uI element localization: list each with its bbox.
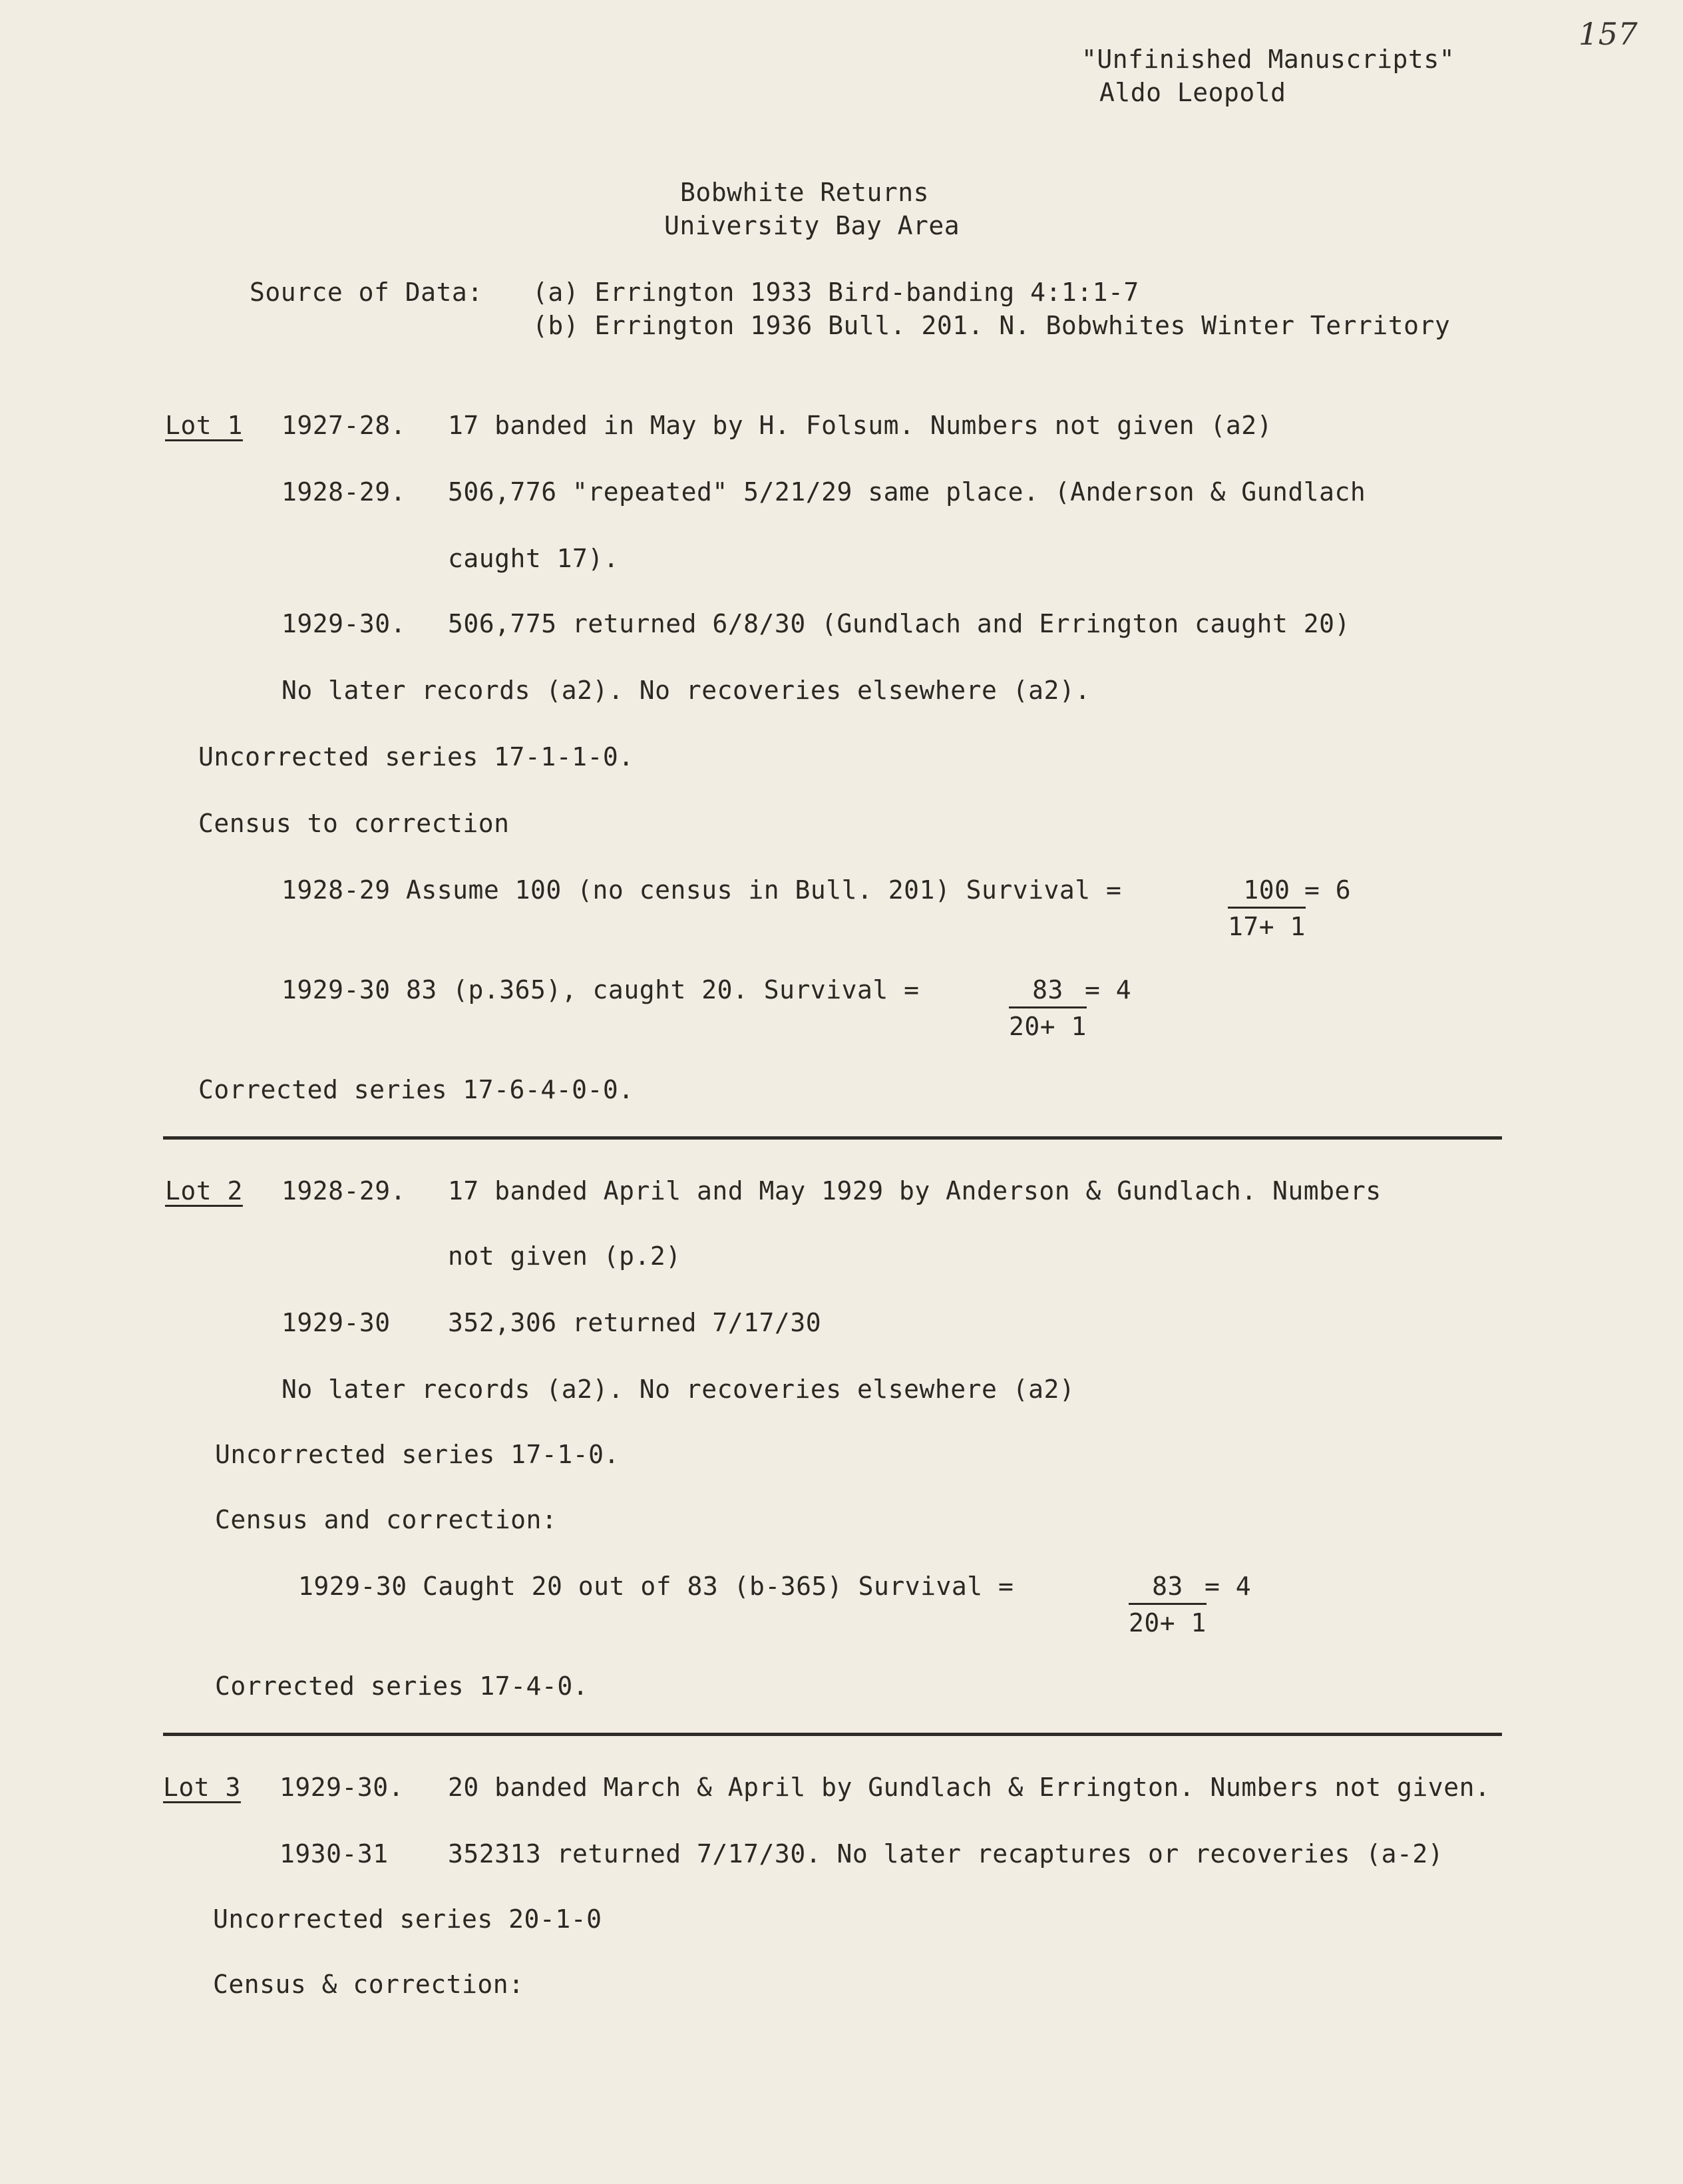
lot-1-census-line-1: 1928-29 Assume 100 (no census in Bull. 201) Survival =: [281, 875, 1122, 905]
section-divider-1: [163, 1136, 1502, 1140]
lot-1-year-2: 1928-29.: [281, 477, 407, 507]
lot-1-survival-fraction-2: [1009, 977, 1087, 1039]
lot-2-survival-fraction-1: [1129, 1574, 1207, 1636]
lot-1-uncorrected-series: Uncorrected series 17-1-1-0.: [198, 742, 634, 771]
lot-1-entry-3: 506,775 returned 6/8/30 (Gundlach and Errington caught 20): [448, 609, 1350, 638]
lot-3-label: Lot 3: [163, 1773, 241, 1802]
fraction-denominator: 20+ 1: [1129, 1608, 1207, 1638]
lot-3-entry-2: 352313 returned 7/17/30. No later recaptures or recoveries (a-2): [448, 1839, 1444, 1868]
lot-1-year-3: 1929-30.: [281, 609, 407, 638]
page-number: 157: [1579, 16, 1638, 52]
lot-2-entry-2: 352,306 returned 7/17/30: [448, 1308, 822, 1337]
lot-2-label: Lot 2: [165, 1176, 243, 1205]
source-b: (b) Errington 1936 Bull. 201. N. Bobwhites Winter Territory: [532, 311, 1451, 340]
lot-2-year-1: 1928-29.: [281, 1176, 407, 1205]
document-subtitle: University Bay Area: [664, 211, 960, 240]
source-label: Source of Data:: [250, 278, 483, 307]
header-title: "Unfinished Manuscripts": [1081, 45, 1455, 74]
lot-1-survival-result-1: = 6: [1304, 875, 1352, 905]
document-title: Bobwhite Returns: [680, 178, 930, 207]
lot-2-census-heading: Census and correction:: [215, 1505, 558, 1534]
lot-2-corrected-series: Corrected series 17-4-0.: [215, 1671, 589, 1701]
lot-2-later-records: No later records (a2). No recoveries elsewhere (a2): [281, 1375, 1075, 1404]
lot-1-census-line-2: 1929-30 83 (p.365), caught 20. Survival =: [281, 975, 920, 1004]
lot-1-survival-result-2: = 4: [1085, 975, 1132, 1004]
header-author: Aldo Leopold: [1099, 78, 1286, 107]
lot-2-year-2: 1929-30: [281, 1308, 391, 1337]
lot-2-entry-1-continued: not given (p.2): [448, 1241, 681, 1271]
lot-2-survival-result-1: = 4: [1205, 1572, 1252, 1601]
source-a: (a) Errington 1933 Bird-banding 4:1:1-7: [532, 278, 1139, 307]
lot-1-census-heading: Census to correction: [198, 809, 510, 838]
lot-3-census-heading: Census & correction:: [213, 1970, 524, 1999]
section-divider-2: [163, 1733, 1502, 1736]
lot-1-entry-2-continued: caught 17).: [448, 544, 620, 573]
lot-3-year-2: 1930-31: [280, 1839, 389, 1868]
lot-1-year-1: 1927-28.: [281, 411, 407, 440]
lot-1-label: Lot 1: [165, 411, 243, 440]
lot-1-entry-1: 17 banded in May by H. Folsum. Numbers not given (a2): [448, 411, 1273, 440]
fraction-numerator: 83: [1129, 1574, 1207, 1605]
lot-2-uncorrected-series: Uncorrected series 17-1-0.: [215, 1440, 620, 1469]
lot-3-year-1: 1929-30.: [280, 1773, 405, 1802]
lot-1-survival-fraction-1: [1228, 877, 1306, 939]
lot-2-census-line-1: 1929-30 Caught 20 out of 83 (b-365) Survival =: [298, 1572, 1014, 1601]
fraction-denominator: 17+ 1: [1228, 912, 1306, 941]
lot-3-entry-1: 20 banded March & April by Gundlach & Errington. Numbers not given.: [448, 1773, 1491, 1802]
fraction-numerator: 100: [1228, 877, 1306, 909]
lot-2-entry-1: 17 banded April and May 1929 by Anderson & Gundlach. Numbers: [448, 1176, 1382, 1205]
fraction-numerator: 83: [1009, 977, 1087, 1008]
fraction-denominator: 20+ 1: [1009, 1012, 1087, 1041]
lot-1-entry-2: 506,776 "repeated" 5/21/29 same place. (Anderson & Gundlach: [448, 477, 1366, 507]
lot-3-uncorrected-series: Uncorrected series 20-1-0: [213, 1904, 602, 1934]
lot-1-corrected-series: Corrected series 17-6-4-0-0.: [198, 1075, 634, 1104]
lot-1-later-records: No later records (a2). No recoveries elsewhere (a2).: [281, 676, 1091, 705]
